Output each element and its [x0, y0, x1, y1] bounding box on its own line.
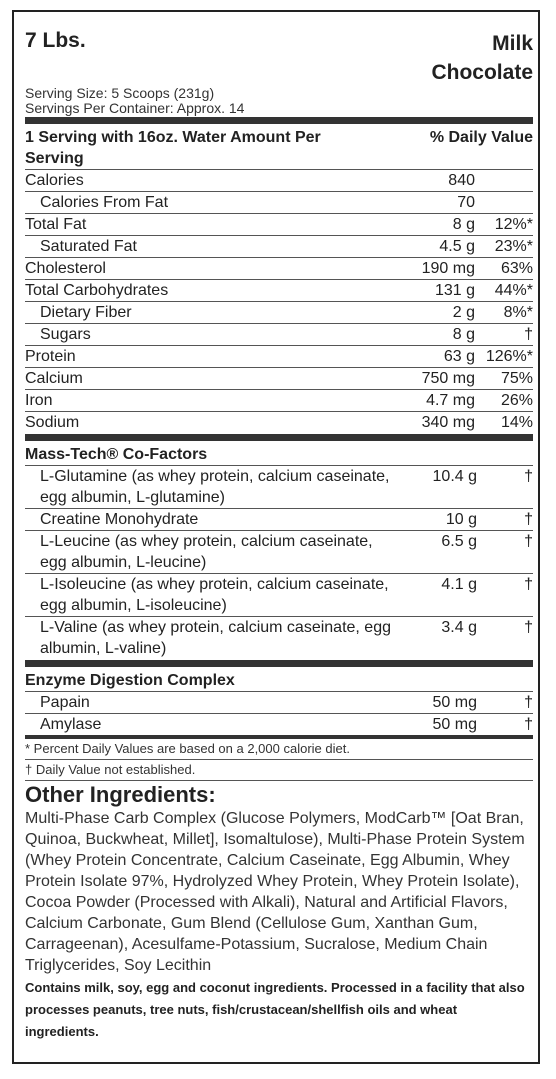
nutrient-row [25, 301, 533, 323]
nutrient-name: Calcium [25, 370, 83, 387]
nutrient-row [25, 213, 533, 235]
other-ingredients-title: Other Ingredients: [25, 782, 216, 807]
flavor-line-1: Milk [492, 32, 533, 55]
enzyme-ingredient-daily-value: † [524, 716, 533, 733]
nutrient-row [25, 235, 533, 257]
nutrient-daily-value: 14% [500, 414, 533, 431]
enzyme-table [25, 691, 533, 735]
enzyme-ingredient-name: Papain [40, 694, 90, 711]
nutrient-name: Dietary Fiber [40, 304, 132, 321]
masstech-row [25, 573, 533, 616]
nutrient-amount: 8 g [452, 216, 475, 233]
enzyme-ingredient-daily-value: † [524, 694, 533, 711]
nutrient-daily-value [475, 192, 533, 213]
masstech-ingredient-amount: 10 g [445, 511, 477, 528]
enzyme-ingredient-amount: 50 mg [432, 716, 477, 733]
nutrient-name: Sodium [25, 414, 80, 431]
nutrient-amount: 190 mg [421, 260, 475, 277]
masstech-table [25, 465, 533, 659]
masstech-ingredient-name: L-Leucine (as whey protein, calcium caseinate, egg albumin, L-leucine) [40, 533, 373, 571]
divider-line [25, 780, 533, 781]
nutrient-amount: 4.7 mg [426, 392, 475, 409]
nutrient-row [25, 279, 533, 301]
nutrient-daily-value: 12%* [494, 216, 533, 233]
nutrient-row [25, 345, 533, 367]
servings-per-container: Servings Per Container: Approx. 14 [25, 100, 245, 116]
serving-size: Serving Size: 5 Scoops (231g) [25, 85, 215, 101]
nutrient-name: Calories From Fat [40, 194, 169, 211]
nutrient-name: Total Fat [25, 216, 87, 233]
flavor-line-2: Chocolate [431, 61, 533, 84]
divider-bar [25, 434, 533, 441]
daily-value-heading: % Daily Value [429, 129, 533, 146]
nutrient-daily-value [475, 170, 533, 191]
nutrient-daily-value: 23%* [494, 238, 533, 255]
masstech-ingredient-amount: 4.1 g [441, 576, 477, 593]
nutrient-name: Iron [25, 392, 53, 409]
nutrient-row [25, 257, 533, 279]
nutrient-daily-value: 44%* [494, 282, 533, 299]
masstech-ingredient-amount: 3.4 g [441, 619, 477, 636]
enzyme-row [25, 713, 533, 735]
nutrient-daily-value: 63% [500, 260, 533, 277]
masstech-row [25, 530, 533, 573]
divider-bar [25, 660, 533, 667]
masstech-ingredient-name: L-Valine (as whey protein, calcium caseinate, egg albumin, L-valine) [40, 619, 391, 657]
nutrient-amount: 2 g [452, 304, 475, 321]
masstech-ingredient-daily-value: † [524, 511, 533, 528]
masstech-ingredient-daily-value: † [524, 619, 533, 636]
masstech-ingredient-daily-value: † [524, 533, 533, 550]
nutrient-table [25, 169, 533, 433]
masstech-ingredient-name: L-Glutamine (as whey protein, calcium caseinate, egg albumin, L-glutamine) [40, 468, 390, 506]
nutrient-amount: 131 g [434, 282, 475, 299]
nutrient-row [25, 411, 533, 433]
nutrient-name: Calories [25, 172, 84, 189]
container-size: 7 Lbs. [25, 29, 86, 52]
enzyme-row [25, 691, 533, 713]
masstech-title: Mass-Tech® Co-Factors [25, 446, 208, 463]
masstech-ingredient-amount: 10.4 g [432, 468, 477, 485]
enzyme-ingredient-amount: 50 mg [432, 694, 477, 711]
allergen-statement: Contains milk, soy, egg and coconut ingredients. Processed in a facility that also processes peanuts, tree nuts, fish/crustacean/shellfish oils and wheat ingredients. [25, 980, 525, 1039]
nutrient-daily-value: 126%* [485, 348, 533, 365]
label-content [25, 20, 533, 1043]
nutrient-daily-value: 26% [500, 392, 533, 409]
column-header [25, 125, 533, 169]
nutrient-amount: 340 mg [421, 414, 475, 431]
amount-per-serving-heading: 1 Serving with 16oz. Water Amount Per Serving [25, 129, 321, 167]
other-ingredients-text: Multi-Phase Carb Complex (Glucose Polymers, ModCarb™ [Oat Bran, Quinoa, Buckwheat, Millet], Isomaltulose), Multi-Phase Protein System (Whey Protein Concentrate, Calcium Caseinate, Egg Albumin, Whey Protein Isolate 97%, Hydrolyzed Whey Protein, Whey Protein Isolate), Cocoa Powder (Processed with Alkali), Natural and Artificial Flavors, Calcium Carbonate, Gum Blend (Cellulose Gum, Xanthan Gum, Carrageenan), Acesulfame-Potassium, Sucralose, Medium Chain Triglycerides, Soy Lecithin [25, 810, 525, 974]
enzyme-ingredient-name: Amylase [40, 716, 102, 733]
nutrient-amount: 750 mg [421, 370, 475, 387]
nutrient-amount: 4.5 g [439, 238, 475, 255]
flavor-name [431, 29, 533, 87]
divider-bar [25, 117, 533, 124]
masstech-row [25, 465, 533, 508]
percent-dv-footnote: * Percent Daily Values are based on a 2,000 calorie diet. [25, 741, 350, 756]
nutrient-name: Protein [25, 348, 76, 365]
masstech-ingredient-daily-value: † [524, 468, 533, 485]
masstech-ingredient-name: L-Isoleucine (as whey protein, calcium caseinate, egg albumin, L-isoleucine) [40, 576, 389, 614]
nutrient-daily-value: 8%* [503, 304, 533, 321]
masstech-row [25, 616, 533, 659]
nutrient-name: Saturated Fat [40, 238, 137, 255]
nutrient-amount: 8 g [452, 326, 475, 343]
label-header [25, 20, 533, 86]
nutrient-daily-value: † [524, 326, 533, 343]
nutrient-name: Sugars [40, 326, 91, 343]
nutrient-row [25, 367, 533, 389]
masstech-row [25, 508, 533, 530]
nutrient-amount: 70 [457, 194, 475, 211]
masstech-ingredient-amount: 6.5 g [441, 533, 477, 550]
masstech-ingredient-daily-value: † [524, 576, 533, 593]
nutrient-amount: 840 [448, 172, 475, 189]
nutrient-name: Cholesterol [25, 260, 106, 277]
nutrient-daily-value: 75% [500, 370, 533, 387]
nutrient-row [25, 389, 533, 411]
nutrient-row [25, 191, 533, 213]
dagger-footnote: † Daily Value not established. [25, 759, 533, 780]
nutrient-amount: 63 g [443, 348, 475, 365]
nutrition-label [12, 10, 540, 1064]
masstech-ingredient-name: Creatine Monohydrate [40, 511, 199, 528]
nutrient-row [25, 323, 533, 345]
nutrient-row [25, 169, 533, 191]
enzyme-title: Enzyme Digestion Complex [25, 672, 235, 689]
nutrient-name: Total Carbohydrates [25, 282, 169, 299]
